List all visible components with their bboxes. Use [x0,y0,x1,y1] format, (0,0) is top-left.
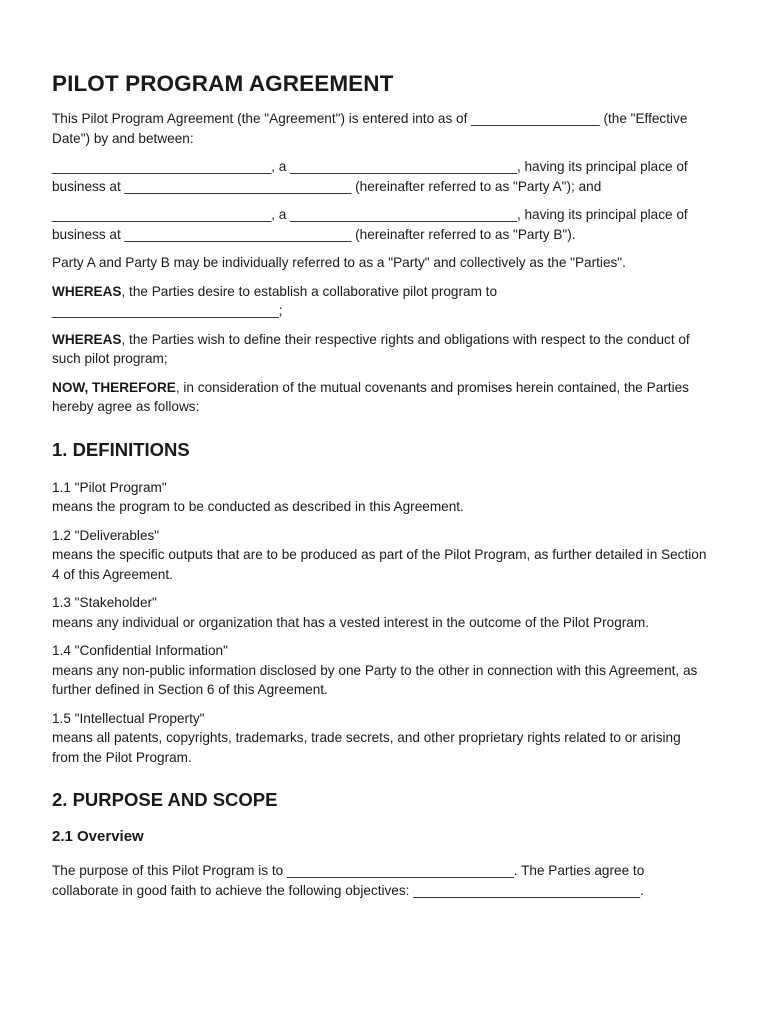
definition-text: means the specific outputs that are to be produced as part of the Pilot Program, as further detailed in Section 4 of this Agreement. [52,547,707,582]
definition-item [52,593,710,632]
section-2-heading: 2. PURPOSE AND SCOPE [52,789,278,810]
definition-item [52,526,710,585]
party-b-paragraph: _____________________________, a ______________________________, having its principal place of business at ______________________________ (hereinafter referred to as "Party B"). [52,207,688,242]
recital-1 [52,282,710,321]
recital-lead: NOW, THEREFORE [52,379,176,395]
definition-text: means any individual or organization that has a vested interest in the outcome of the Pilot Program. [52,614,649,630]
definition-item [52,709,710,768]
parties-note: Party A and Party B may be individually referred to as a "Party" and collectively as the "Parties". [52,255,626,270]
definition-term: 1.5 "Intellectual Property" [52,710,205,726]
definition-term: 1.4 "Confidential Information" [52,643,228,658]
recital-lead: WHEREAS [52,283,122,299]
definition-text: means the program to be conducted as described in this Agreement. [52,499,464,514]
definition-term: 1.2 "Deliverables" [52,527,160,543]
purpose-paragraph: The purpose of this Pilot Program is to ______________________________. The Parties agree to collaborate in good faith to achieve the following objectives: ______________________________. [52,863,645,898]
recital-text: , the Parties desire to establish a collaborative pilot program to ______________________________; [52,283,498,318]
definition-text: means all patents, copyrights, trademarks, trade secrets, and other proprietary rights related to or arising from the Pilot Program. [52,730,681,765]
recital-2 [52,330,710,369]
recital-text: , in consideration of the mutual covenants and promises herein contained, the Parties hereby agree as follows: [52,379,689,414]
section-1-heading: 1. DEFINITIONS [52,438,190,460]
subsection-2-1-heading: 2.1 Overview [52,828,144,845]
party-a-paragraph: _____________________________, a ______________________________, having its principal place of business at ______________________________ (hereinafter referred to as "Party A"); and [52,159,688,194]
recital-lead: WHEREAS [52,331,122,347]
definition-text: means any non-public information disclosed by one Party to the other in connection with this Agreement, as further defined in Section 6 of this Agreement. [52,662,698,697]
definition-term: 1.1 "Pilot Program" [52,479,167,495]
definition-item [52,478,710,517]
recital-3 [52,378,710,417]
intro-paragraph: This Pilot Program Agreement (the "Agreement") is entered into as of _________________ (the "Effective Date") by and between: [52,111,688,146]
recital-text: , the Parties wish to define their respective rights and obligations with respect to the conduct of such pilot program; [52,331,690,366]
document-title: PILOT PROGRAM AGREEMENT [52,71,394,96]
definition-item [52,641,710,700]
definition-term: 1.3 "Stakeholder" [52,595,157,610]
